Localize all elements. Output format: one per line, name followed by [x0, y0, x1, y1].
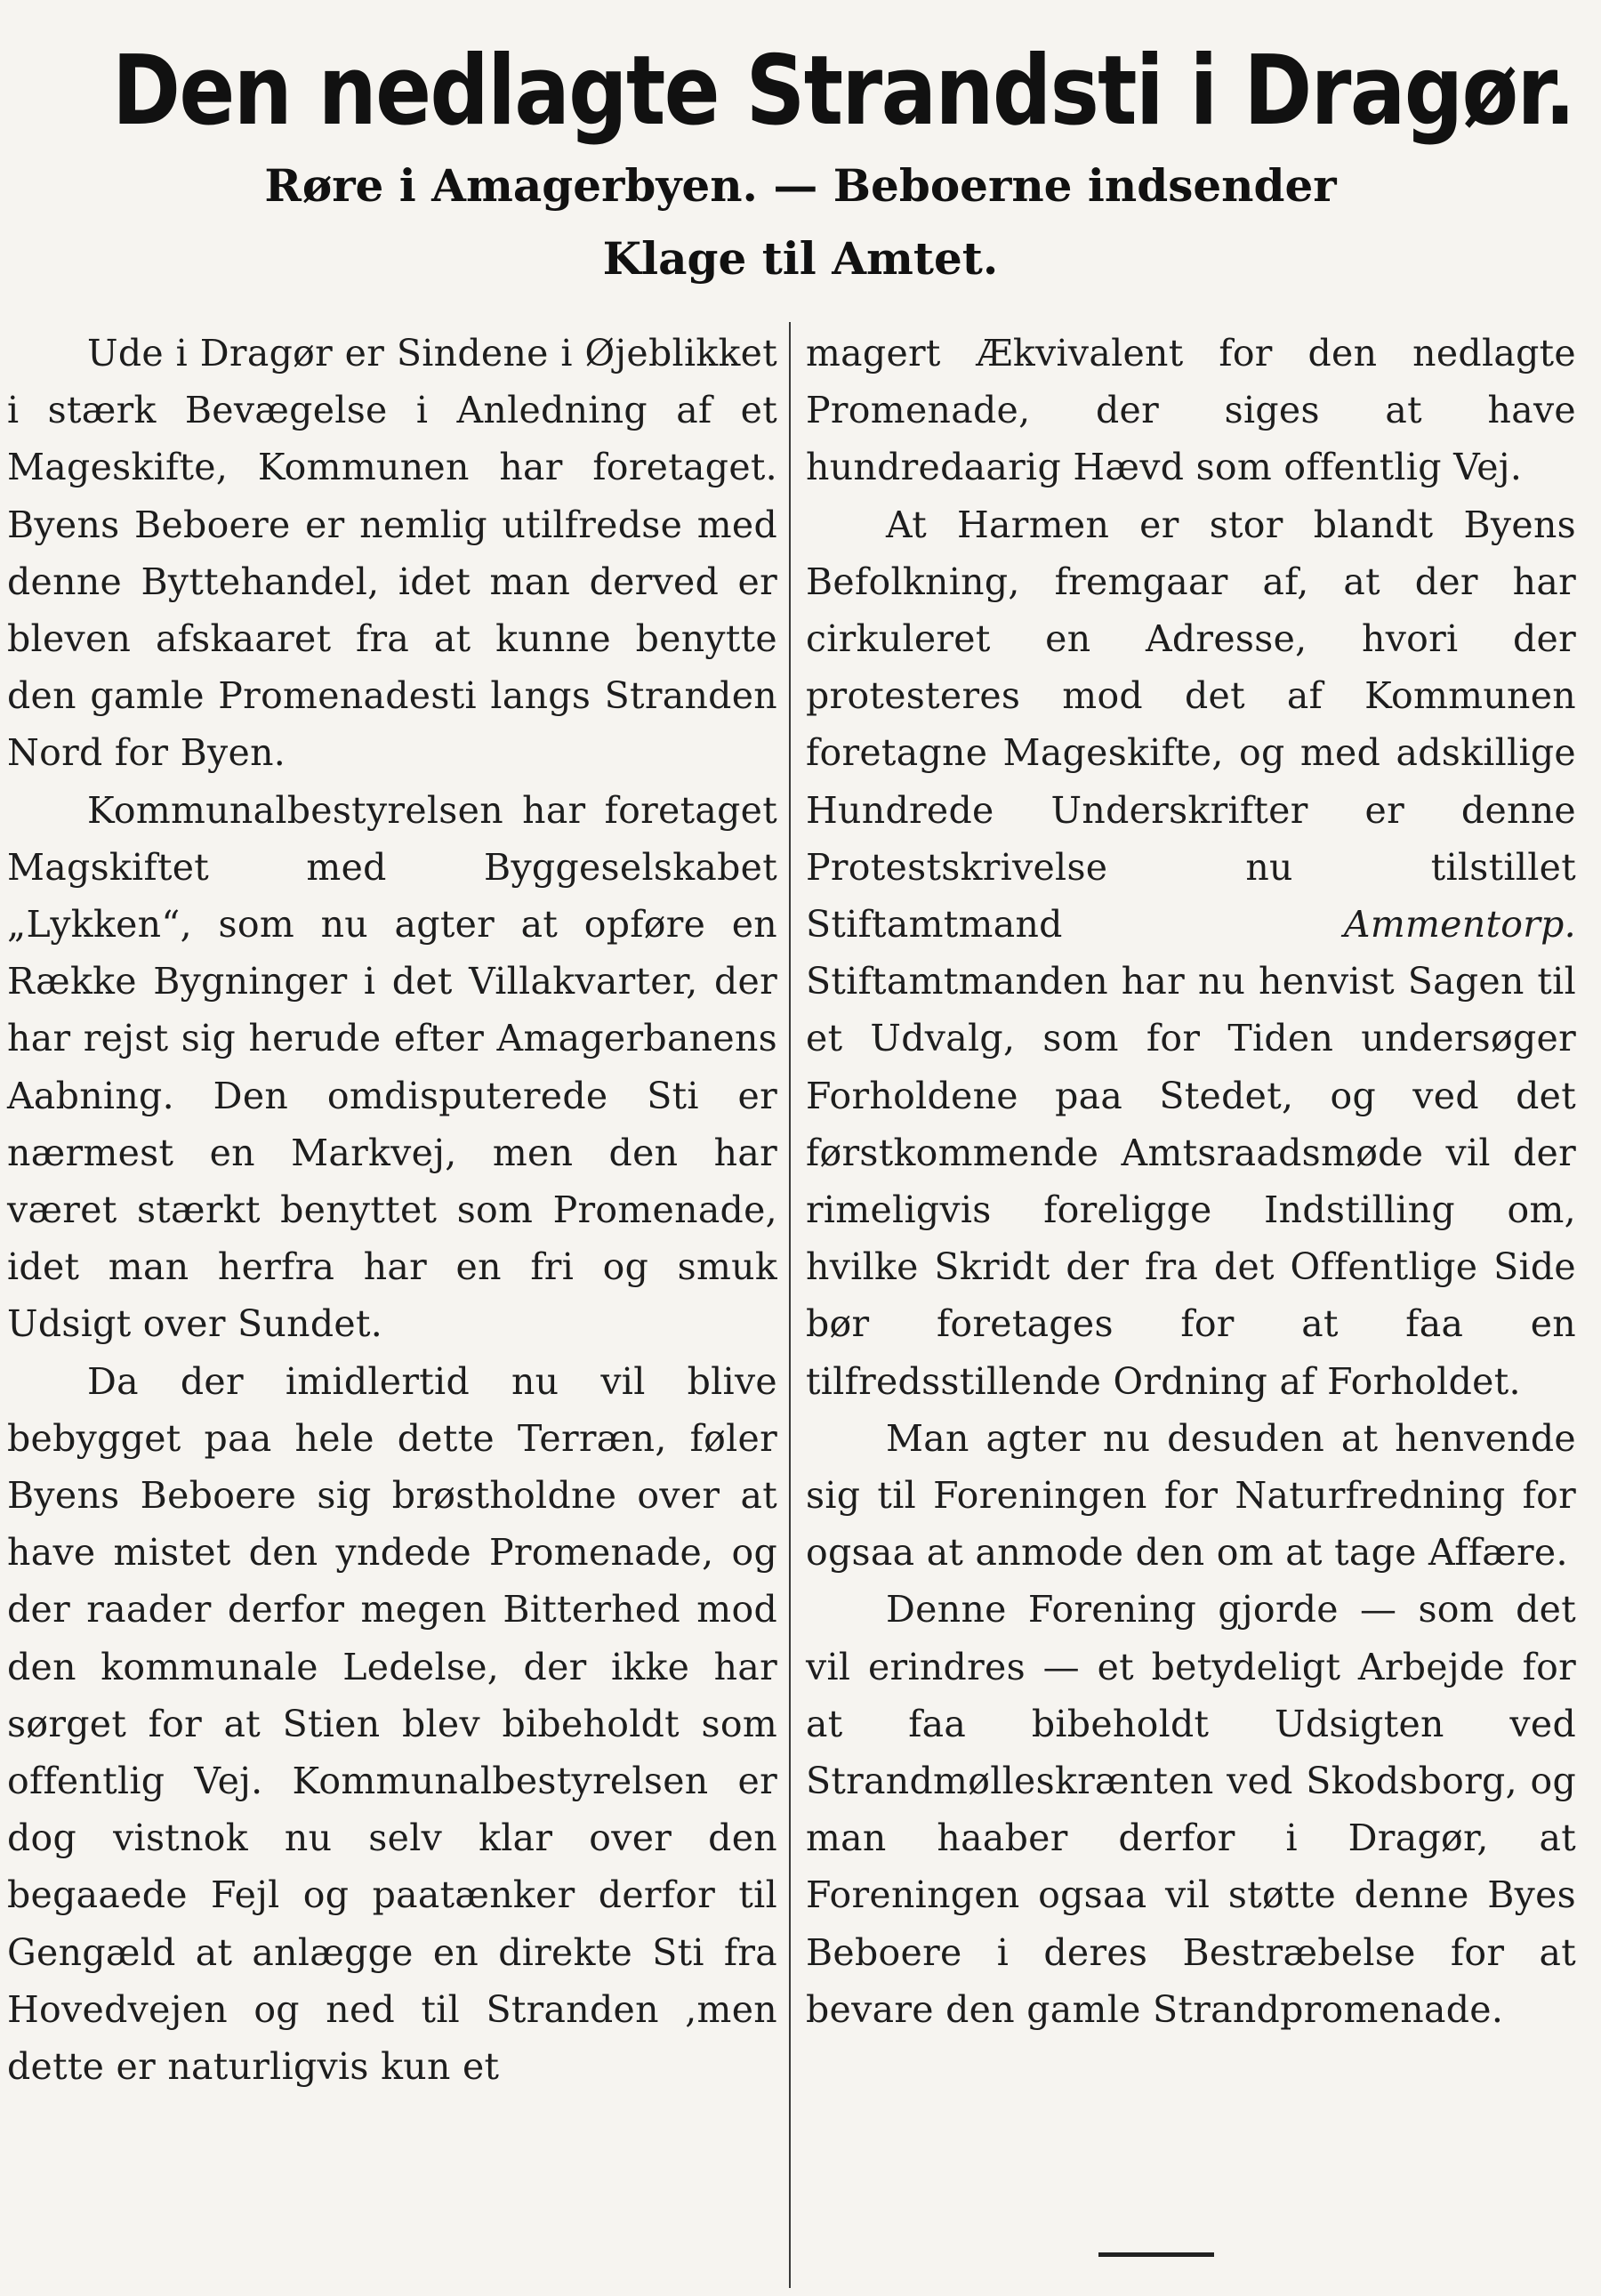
left-paragraph-1: Ude i Dragør er Sindene i Øjeblikket i stærk Bevægelse i Anledning af et Mageskifte, Kommunen har foretaget. Byens Beboere er nemlig utilfredse med denne Byttehandel, idet man derved er bleven afskaaret fra at kunne benytte den gamle Promenadesti langs Stranden Nord for Byen. [7, 332, 777, 775]
right-paragraph-2-text: At Harmen er stor blandt Byens Befolkning, fremgaar af, at der har cirkuleret en Adresse, hvori der protesteres mod det af Kommunen foretagne Mageskifte, og med adskillige Hundrede Underskrifter er denne Protestskrivelse nu tilstillet Stiftamtmand [806, 503, 1576, 947]
right-paragraph-3: Man agter nu desuden at henvende sig til Foreningen for Naturfredning for ogsaa at anmode den om at tage Affære. [806, 1416, 1576, 1575]
subheadline-line-2: Klage til Amtet. [602, 232, 999, 285]
headline: Den nedlagte Strandsti i Dragør. [112, 36, 1574, 147]
stiftamtmand-name: Ammentorp. [1343, 903, 1576, 947]
left-paragraph-2: Kommunalbestyrelsen har foretaget Magskiftet med Byggeselskabet „Lykken“, som nu agter at opføre en Række Bygninger i det Villakvarter, der har rejst sig herude efter Amagerbanens Aabning. Den omdisputerede Sti er nærmest en Markvej, men den har været stærkt benyttet som Promenade, idet man herfra har en fri og smuk Udsigt over Sundet. [7, 788, 777, 1346]
left-paragraph-3: Da der imidlertid nu vil blive bebygget paa hele dette Terræn, føler Byens Beboere sig brøstholdne over at have mistet den yndede Promenade, og der raader derfor megen Bitterhed mod den kommunale Ledelse, der ikke har sørget for at Stien blev bibeholdt som offentlig Vej. Kommunalbestyrelsen er dog vistnok nu selv klar over den begaaede Fejl og paatænker derfor til Gengæld at anlægge en direkte Sti fra Hovedvejen og ned til Stranden ,men dette er naturligvis kun et [7, 1359, 777, 2089]
right-column [806, 325, 1576, 2038]
left-column [7, 325, 777, 2095]
right-paragraph-1-continued: magert Ækvivalent for den nedlagte Promenade, der siges at have hundredaarig Hævd som offentlig Vej. [806, 332, 1576, 489]
right-paragraph-2 [806, 496, 1576, 1410]
subheadline [0, 149, 1601, 295]
right-paragraph-2-rest: Stiftamtmanden har nu henvist Sagen til et Udvalg, som for Tiden undersøger Forholdene paa Stedet, og ved det førstkommende Amtsraadsmøde vil der rimeligvis foreligge Indstilling om, hvilke Skridt der fra det Offentlige Side bør foretages for at faa en tilfredsstillende Ordning af Forholdet. [806, 960, 1576, 1403]
right-paragraph-4: Denne Forening gjorde — som det vil erindres — et betydeligt Arbejde for at faa bibeholdt Udsigten ved Strandmølleskrænten ved Skodsborg, og man haaber derfor i Dragør, at Foreningen ogsaa vil støtte denne Byes Beboere i deres Bestræbelse for at bevare den gamle Strandpromenade. [806, 1588, 1576, 2031]
column-divider [789, 322, 791, 2288]
subheadline-line-1: Røre i Amagerbyen. — Beboerne indsender [264, 159, 1337, 212]
article-end-rule [1098, 2252, 1214, 2257]
